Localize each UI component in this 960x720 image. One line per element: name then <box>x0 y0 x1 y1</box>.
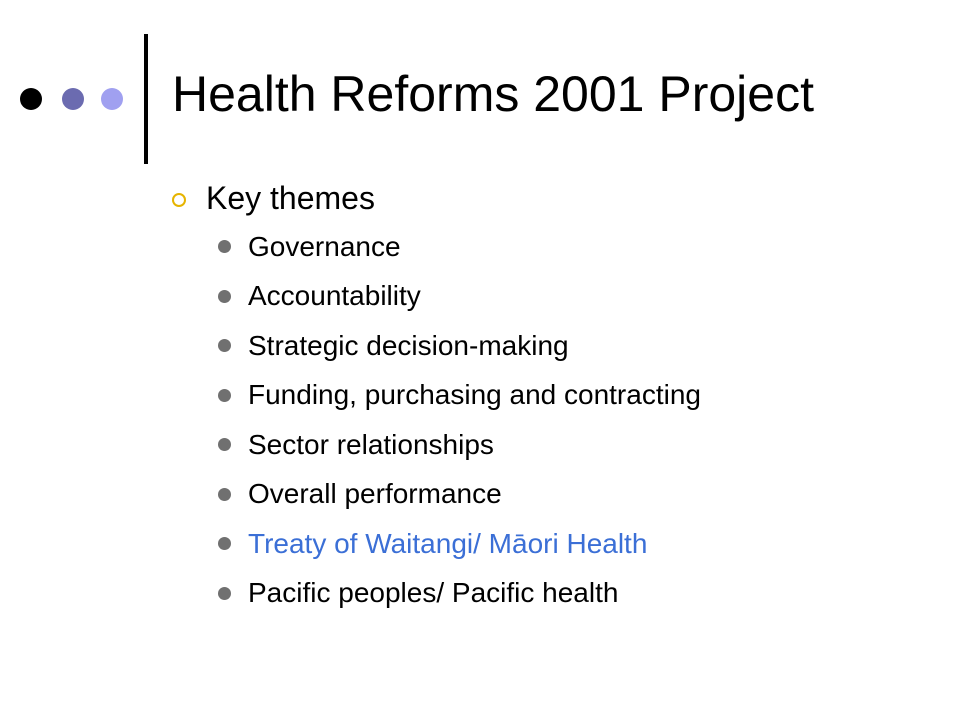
list-item <box>218 519 701 569</box>
title-divider-line <box>144 34 148 164</box>
ring-bullet-icon <box>172 193 186 207</box>
list-item-text: Pacific peoples/ Pacific health <box>248 577 619 609</box>
decor-dot-slate <box>62 88 84 110</box>
bullet-dot-icon <box>218 339 231 352</box>
bullet-dot-icon <box>218 438 231 451</box>
list-item-text: Funding, purchasing and contracting <box>248 379 701 411</box>
bullet-dot-icon <box>218 537 231 550</box>
bullet-dot-icon <box>218 587 231 600</box>
list-item <box>218 272 701 322</box>
bullet-dot-icon <box>218 389 231 402</box>
themes-list <box>218 222 701 618</box>
key-themes-label: Key themes <box>206 179 375 216</box>
list-item <box>218 321 701 371</box>
list-item <box>218 569 701 619</box>
list-item-text: Strategic decision-making <box>248 329 569 361</box>
bullet-dot-icon <box>218 488 231 501</box>
list-item-text: Overall performance <box>248 478 502 510</box>
slide-title: Health Reforms 2001 Project <box>172 66 814 122</box>
list-item <box>218 222 701 272</box>
list-item-text: Accountability <box>248 280 421 312</box>
list-item <box>218 371 701 421</box>
list-item <box>218 470 701 520</box>
decor-dot-lavender <box>101 88 123 110</box>
list-item <box>218 420 701 470</box>
decor-dot-black <box>20 88 42 110</box>
bullet-dot-icon <box>218 240 231 253</box>
list-item-text: Sector relationships <box>248 428 494 460</box>
key-themes-heading <box>172 176 375 220</box>
list-item-text: Treaty of Waitangi/ Māori Health <box>248 527 648 559</box>
bullet-dot-icon <box>218 290 231 303</box>
list-item-text: Governance <box>248 230 401 262</box>
